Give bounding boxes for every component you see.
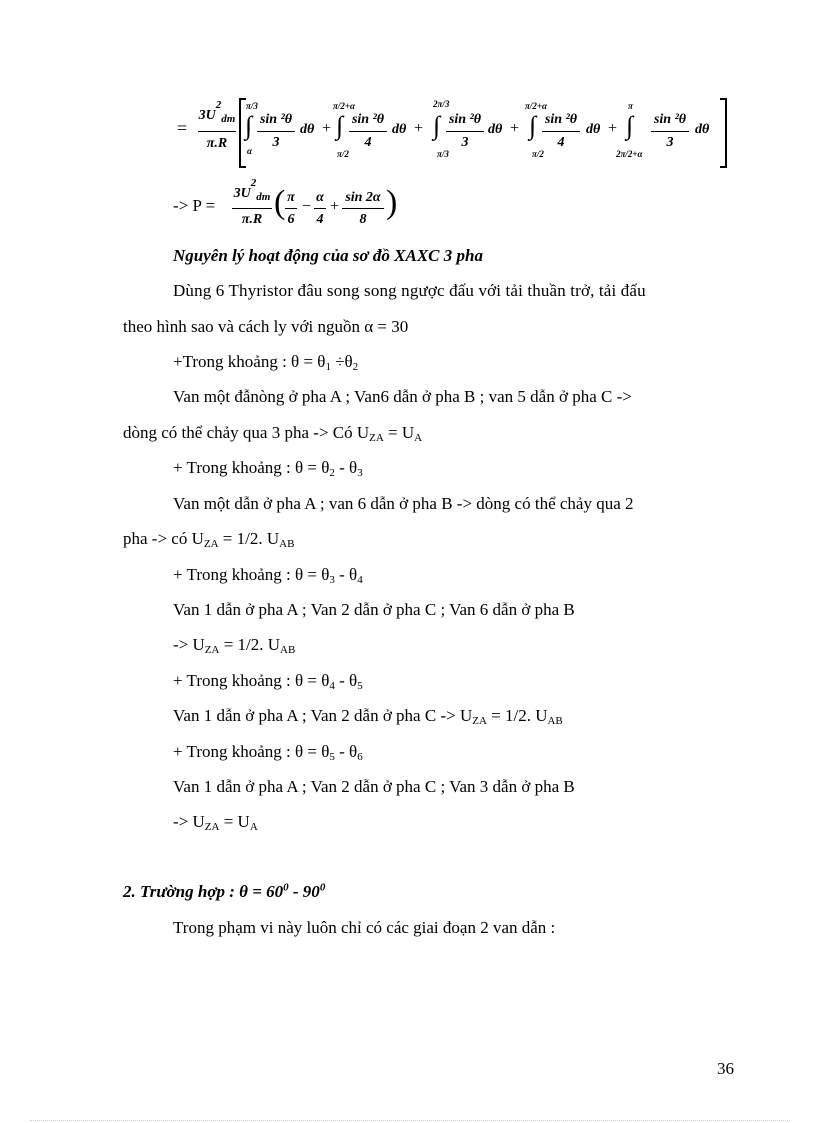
right-paren: ) [386,184,398,221]
integral-sign-4: ∫ [529,111,537,140]
page-number: 36 [717,1059,734,1078]
term4-dtheta: dθ [586,122,601,137]
p-prefix: -> P = [173,196,216,215]
integral-sign-1: ∫ [245,111,253,140]
integral-sign-3: ∫ [433,111,441,140]
term1-numerator: sin ²θ [259,112,293,127]
equals-sign: = [177,118,188,138]
term5-denominator: 3 [666,135,674,150]
p-t2-bar [314,208,326,209]
section-heading-case-2: 2. Trường hợp : $\theta = 60^0 - 90^0$ [123,881,326,901]
term3-dtheta: dθ [488,122,503,137]
term5-numerator: sin ²θ [653,112,687,127]
term3-numerator: sin ²θ [448,112,482,127]
range-line: + Trong khoảng : $\theta = \theta_2 - \theta_3$ [173,458,363,479]
term2-denominator: 4 [364,135,372,150]
section-heading-principle: Nguyên lý hoạt động của sơ đồ XAXC 3 pha [173,246,483,265]
int1-upper-limit: π/3 [246,101,258,111]
int5-upper-limit: π [628,101,633,111]
int3-lower-limit: π/3 [437,149,449,159]
term2-dtheta: dθ [392,122,407,137]
int4-lower-limit: π/2 [532,149,544,159]
term2-bar [349,131,387,132]
p-minus: − [302,198,312,215]
left-paren: ( [274,184,286,221]
term5-bar [651,131,689,132]
p-coef-numerator: $3U^2_{dm}$ [233,177,271,203]
p-t3-numerator: sin 2α [345,190,381,205]
int3-upper-limit: 2π/3 [433,99,450,109]
paragraph-line: pha -> có $U_{ZA} = 1/2$. $U_{AB}$ [123,529,295,550]
range-line: + Trong khoảng : $\theta = \theta_5 - \theta_6$ [173,742,363,763]
term2-numerator: sin ²θ [351,112,385,127]
paragraph-line: Trong phạm vi này luôn chỉ có các giai đoạn 2 van dẫn : [173,918,556,937]
paragraph-line: Dùng 6 Thyristor đâu song song ngược đấu với tải thuần trở, tải đấu [173,281,646,300]
plus-2: + [414,120,424,137]
plus-3: + [510,120,520,137]
p-coef-denominator: π.R [241,212,263,227]
int2-lower-limit: π/2 [337,149,349,159]
coef-fraction-bar [198,131,236,132]
page-bottom-divider [30,1120,790,1121]
paragraph-line: -> $U_{ZA} = U_A$ [173,812,258,833]
integral-sign-2: ∫ [336,111,344,140]
term5-dtheta: dθ [695,122,710,137]
term3-bar [446,131,484,132]
p-plus: + [330,198,340,215]
range-line: + Trong khoảng : $\theta = \theta_3 - \theta_4$ [173,565,363,586]
paragraph-line: Van 1 dẫn ở pha A ; Van 2 dẫn ở pha $C -> U_{ZA} = 1/2$. $U_{AB}$ [173,706,563,727]
p-coef-bar [232,208,272,209]
range-line: + Trong khoảng : $\theta = \theta_4 - \theta_5$ [173,671,363,692]
term3-denominator: 3 [461,135,469,150]
paragraph-line: Van một dẫn ở pha A ; van 6 dẫn ở pha B -> dòng có thể chảy qua 2 [173,494,634,513]
coef-denominator: π.R [206,136,228,151]
plus-4: + [608,120,618,137]
p-t3-denominator: 8 [359,212,367,227]
paragraph-line: Van một đẫnòng ở pha A ; Van6 dẫn ở pha B ; van 5 dẫn ở pha C -> [173,387,632,406]
range-line: +Trong khoảng : $\theta = \theta_1 \div\theta_2$ [173,352,359,373]
p-t2-numerator: α [316,190,324,205]
paragraph-line: dòng có thể chảy qua 3 pha -> Có $U_{ZA} = U_A$ [123,423,423,444]
paragraph-line: Van 1 dẫn ở pha A ; Van 2 dẫn ở pha C ; Van 3 dẫn ở pha B [173,777,575,796]
int5-lower-limit: 2π/2+α [616,149,643,159]
paragraph-line: Van 1 dẫn ở pha A ; Van 2 dẫn ở pha C ; Van 6 dẫn ở pha B [173,600,575,619]
integral-sign-5: ∫ [626,111,634,140]
p-t1-bar [285,208,297,209]
coef-numerator: $3U^2_{dm}$ [198,99,236,125]
int1-lower-limit: α [247,146,252,156]
term4-denominator: 4 [557,135,565,150]
term1-dtheta: dθ [300,122,315,137]
term1-bar [257,131,295,132]
paragraph-line: theo hình sao và cách ly với nguồn α = 30 [123,317,409,336]
int2-upper-limit: π/2+α [333,101,356,111]
term4-numerator: sin ²θ [544,112,578,127]
p-t1-numerator: π [287,190,295,205]
p-t1-denominator: 6 [287,212,295,227]
term4-bar [542,131,580,132]
int4-upper-limit: π/2+α [525,101,548,111]
plus-1: + [322,120,332,137]
right-big-bracket [720,98,727,168]
p-t2-denominator: 4 [316,212,324,227]
term1-denominator: 3 [272,135,280,150]
paragraph-line: -> $U_{ZA} = 1/2$. $U_{AB}$ [173,635,296,656]
p-t3-bar [342,208,384,209]
